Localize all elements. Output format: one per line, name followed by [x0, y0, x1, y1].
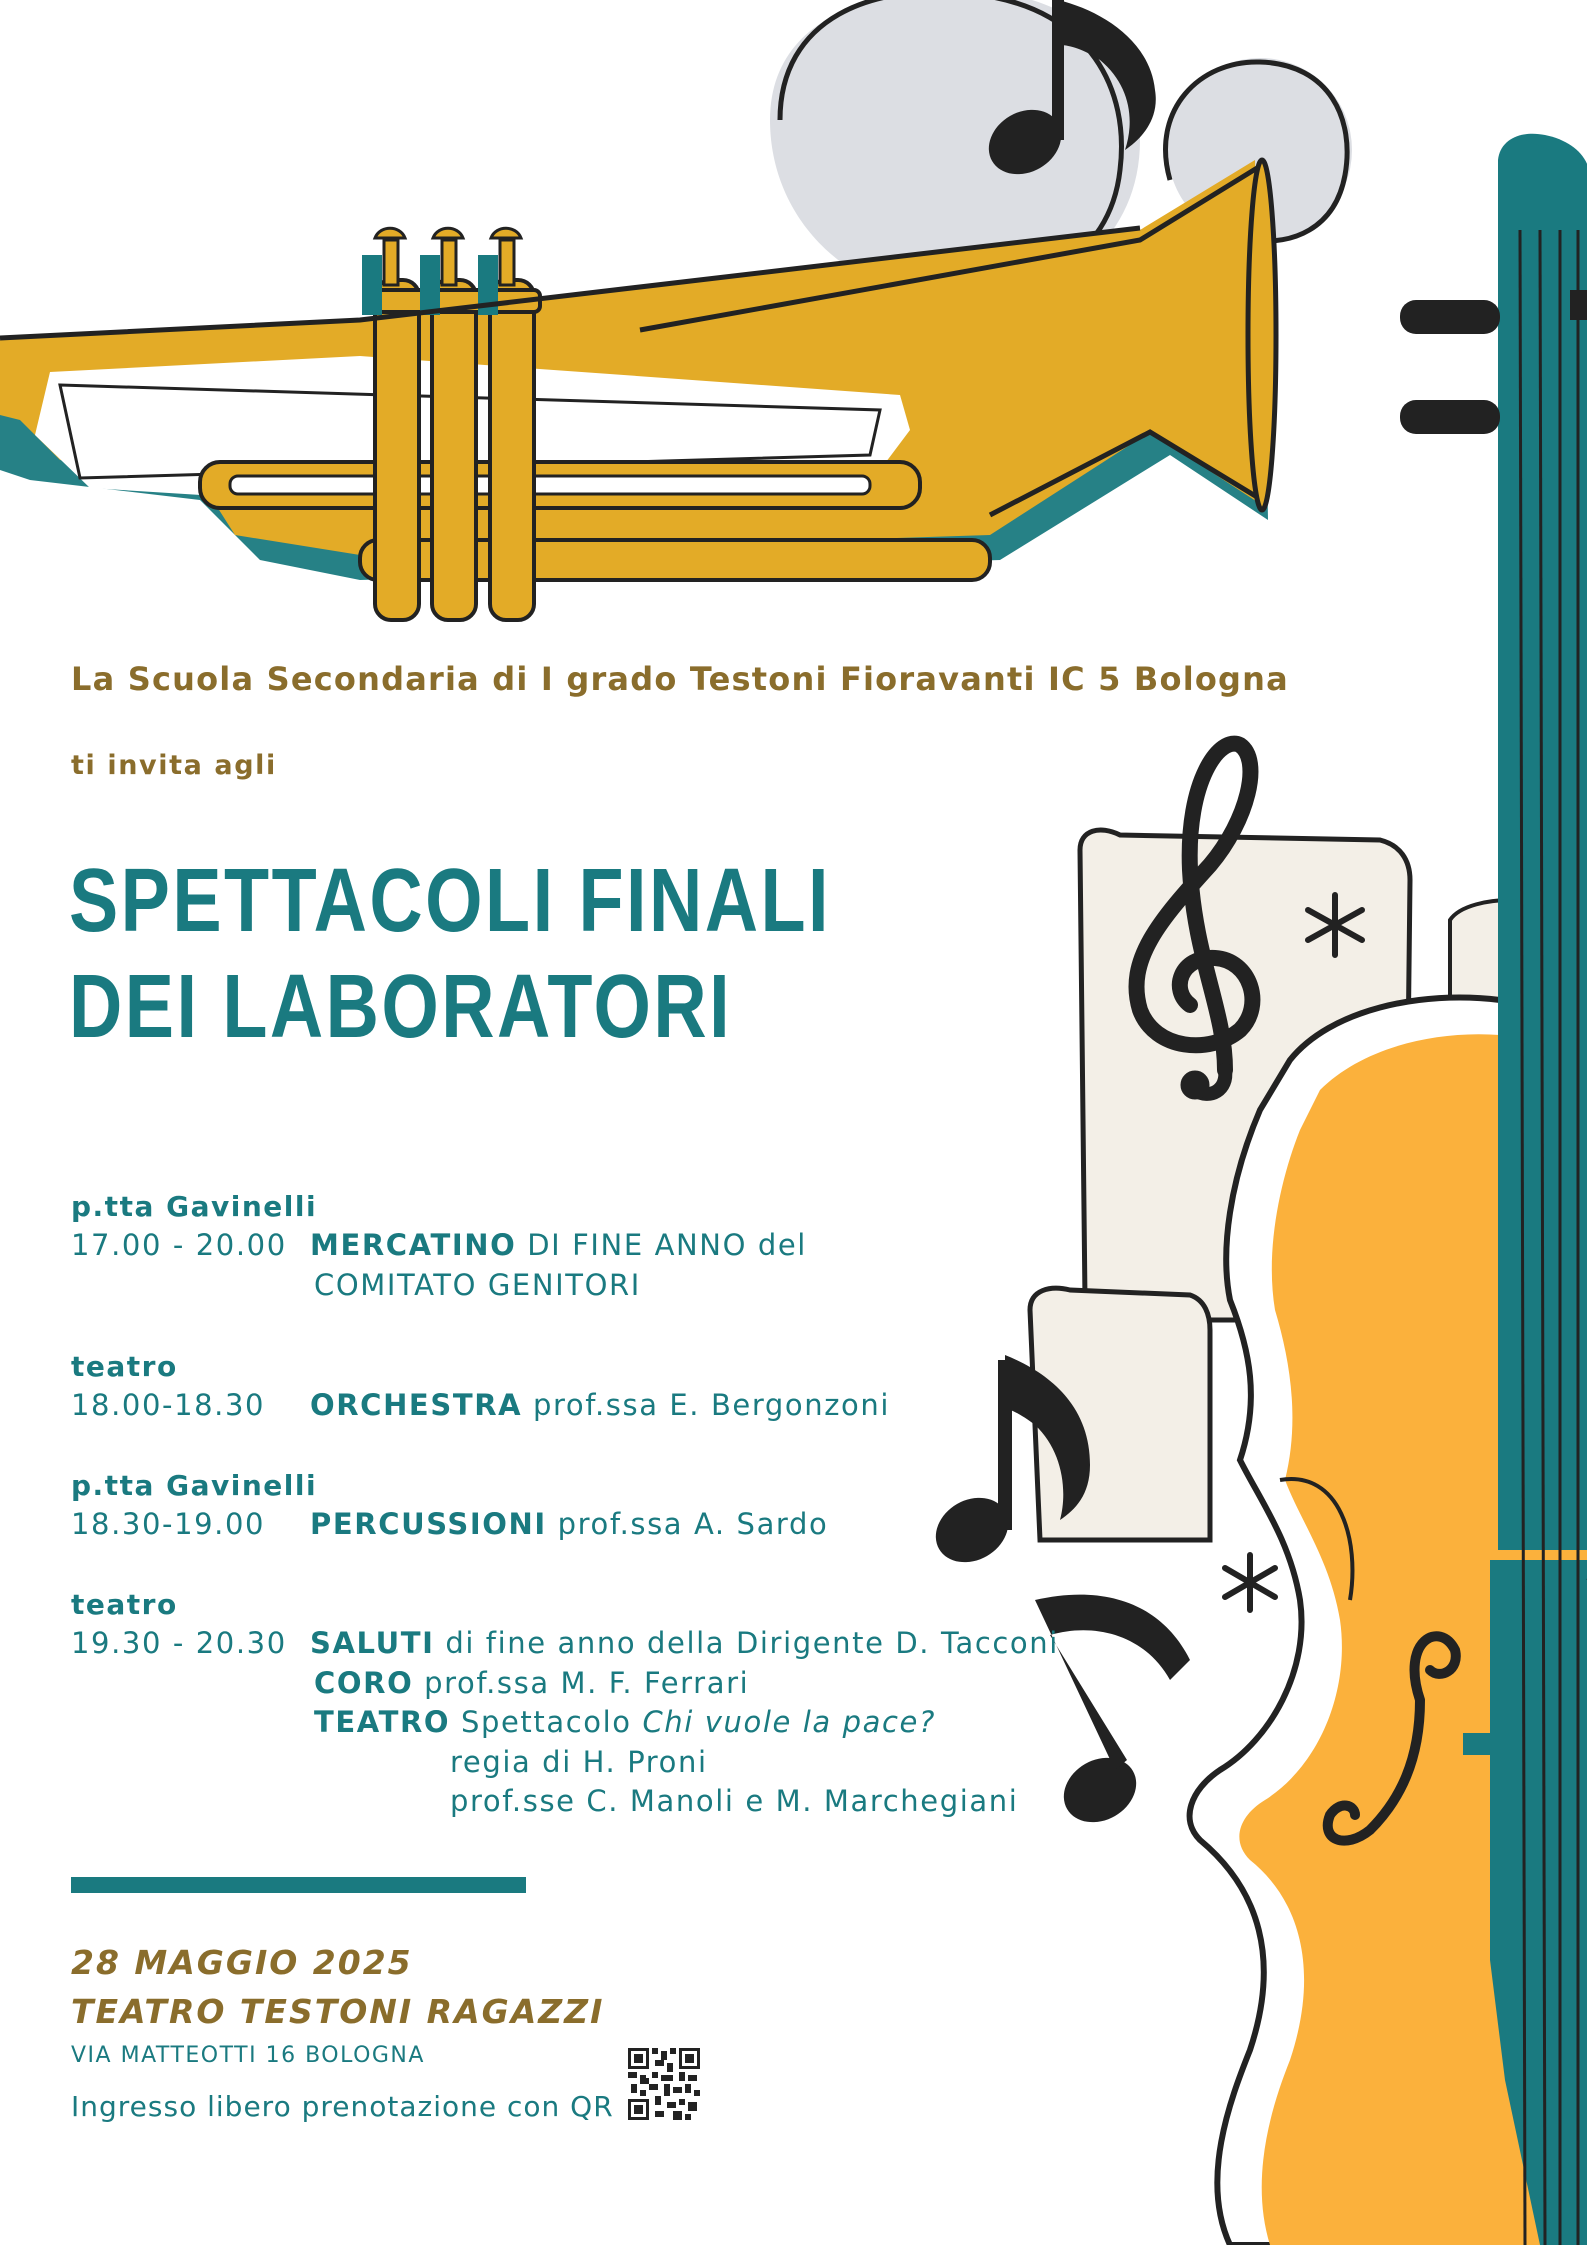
title-line-1: SPETTACOLI FINALI [69, 851, 832, 951]
event-title: TEATRO [314, 1705, 451, 1739]
event-time: 19.30 - 20.30 [71, 1626, 287, 1660]
event-detail: prof.ssa A. Sardo [546, 1507, 829, 1541]
event-time: 17.00 - 20.00 [71, 1228, 287, 1262]
event-detail: prof.ssa M. F. Ferrari [413, 1666, 750, 1700]
event-time: 18.00-18.30 [71, 1388, 266, 1422]
event-time: 18.30-19.00 [71, 1507, 266, 1541]
show-title: Chi vuole la pace? [642, 1705, 936, 1739]
event-title: CORO [314, 1666, 414, 1700]
event-description [310, 1507, 828, 1541]
separator-bar [71, 1877, 526, 1893]
event-continuation: COMITATO GENITORI [314, 1268, 641, 1302]
event-title: MERCATINO [310, 1228, 517, 1262]
event-location: p.tta Gavinelli [71, 1469, 318, 1502]
invite-text: ti invita agli [71, 750, 277, 781]
event-description [314, 1705, 936, 1739]
event-detail: DI FINE ANNO del [516, 1228, 807, 1262]
school-name: La Scuola Secondaria di I grado Testoni Fioravanti IC 5 Bologna [71, 660, 1289, 698]
page-title [69, 848, 831, 1060]
event-description [310, 1228, 807, 1262]
title-line-2: DEI LABORATORI [69, 957, 733, 1057]
event-detail: di fine anno della Dirigente D. Tacconi [434, 1626, 1059, 1660]
event-date: 28 MAGGIO 2025 [71, 1943, 413, 1982]
event-location: teatro [71, 1350, 178, 1383]
event-venue: TEATRO TESTONI RAGAZZI [71, 1992, 605, 2031]
event-description [310, 1626, 1059, 1660]
event-description [314, 1666, 749, 1700]
venue-address: VIA MATTEOTTI 16 BOLOGNA [71, 2043, 425, 2068]
event-description [310, 1388, 890, 1422]
event-credit: prof.sse C. Manoli e M. Marchegiani [450, 1784, 1019, 1818]
event-detail: Spettacolo [450, 1705, 643, 1739]
event-location: teatro [71, 1588, 178, 1621]
event-title: ORCHESTRA [310, 1388, 523, 1422]
event-title: SALUTI [310, 1626, 435, 1660]
event-location: p.tta Gavinelli [71, 1190, 318, 1223]
event-title: PERCUSSIONI [310, 1507, 547, 1541]
event-credit: regia di H. Proni [450, 1745, 708, 1779]
event-detail: prof.ssa E. Bergonzoni [522, 1388, 891, 1422]
entry-info: Ingresso libero prenotazione con QR [71, 2090, 614, 2123]
qr-code[interactable] [628, 2048, 700, 2120]
